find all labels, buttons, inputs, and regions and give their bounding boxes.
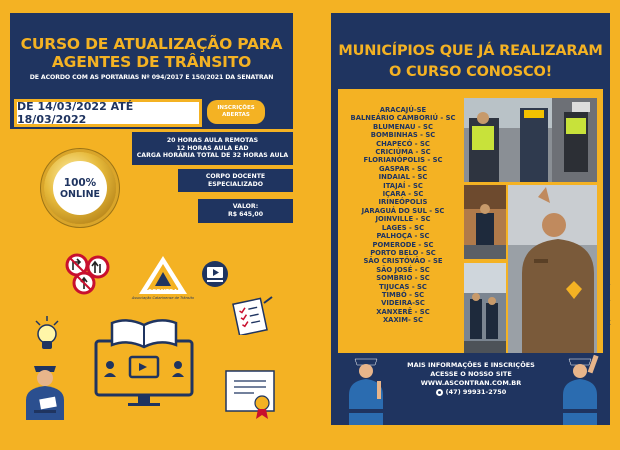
city-item: PORTO BELO - SC <box>370 248 436 257</box>
city-item: JOINVILLE - SC <box>375 215 431 224</box>
price-box <box>198 199 293 223</box>
phone-row[interactable] <box>436 388 507 397</box>
contact-block <box>401 361 541 399</box>
city-item: PALHOÇA - SC <box>376 232 430 241</box>
city-list <box>338 106 468 325</box>
municipios-title-line2: O CURSO CONOSCO! <box>388 64 553 80</box>
city-item: GASPAR - SC <box>378 164 428 173</box>
city-item: POMERODE - SC <box>372 240 434 249</box>
city-item: ARACAJÚ-SE <box>379 106 427 114</box>
city-item: LAGES - SC <box>381 223 425 232</box>
city-item: BOMBINHAS - SC <box>370 131 436 140</box>
photo-officer-crossing <box>464 185 506 259</box>
officer-right-illustration <box>553 351 607 425</box>
seal-text: ONLINE <box>59 188 101 200</box>
docente-line1: CORPO DOCENTE <box>205 172 266 180</box>
city-item: TIMBÓ - SC <box>381 290 425 299</box>
municipios-title <box>331 41 610 83</box>
photo-agents-street <box>464 98 597 182</box>
logo-tagline: Associação Catarinense de Trânsito <box>131 296 195 300</box>
photo-officer-portrait <box>508 185 597 353</box>
website-link[interactable]: WWW.ASCONTRAN.COM.BR <box>420 379 522 387</box>
video-play-icon <box>200 259 230 289</box>
certificate-icon <box>222 365 280 421</box>
photo-credit: (C) · ALFUDEL/PIXABAY/ADOBE STOCK <box>607 258 611 325</box>
city-item: JARAGUÁ DO SUL - SC <box>361 206 445 215</box>
city-item: IRINEÓPOLIS <box>378 198 428 207</box>
city-item: INDAIAL - SC <box>378 173 428 182</box>
course-title-line1: CURSO DE ATUALIZAÇÃO PARA <box>20 35 283 53</box>
footer-line2: ACESSE O NOSSO SITE <box>430 370 512 378</box>
city-item: VIDEIRA-SC <box>381 299 425 308</box>
municipios-body <box>338 89 603 353</box>
elearning-monitor-icon <box>92 313 196 409</box>
date-banner <box>14 99 202 127</box>
logo-name: ASCONTRAN <box>143 289 183 295</box>
officer-left-illustration <box>341 353 391 425</box>
course-title-line2: AGENTES DE TRÂNSITO <box>51 53 252 71</box>
docente-line2: ESPECIALIZADO <box>208 180 263 188</box>
city-item: SÃO CRISTÓVÃO - SE <box>363 257 443 266</box>
right-flyer-panel <box>331 13 610 425</box>
traffic-officer-illustration <box>20 358 70 425</box>
hours-line2: 12 HORAS AULA EAD <box>176 144 249 152</box>
city-item: XANXERÊ - SC <box>376 307 430 316</box>
city-item: TIJUCAS - SC <box>379 282 427 291</box>
checklist-icon <box>230 295 274 335</box>
city-item: XAXIM- SC <box>382 316 424 325</box>
city-item: SOMBRIO - SC <box>376 274 430 283</box>
city-item: CHAPECÓ - SC <box>376 139 430 148</box>
city-item: BLUMENAU - SC <box>373 122 433 131</box>
photo-traffic-operation <box>464 263 506 353</box>
lightbulb-icon <box>32 315 62 353</box>
city-item: ITAJAÍ - SC <box>383 181 423 190</box>
date-text: DE 14/03/2022 ATÉ 18/03/2022 <box>17 102 199 124</box>
phone-number: (47) 99931-2750 <box>445 388 507 396</box>
seal-percent: 100% <box>63 176 97 189</box>
whatsapp-icon <box>436 389 443 396</box>
price-label: VALOR: <box>232 203 259 210</box>
inscricoes-line1: INSCRIÇÕES <box>217 105 255 111</box>
city-item: IÇARA - SC <box>382 190 424 199</box>
online-seal <box>44 152 116 224</box>
left-flyer-panel <box>10 13 293 425</box>
traffic-signs-icon <box>62 251 112 295</box>
price-value: R$ 645,00 <box>227 211 264 218</box>
city-item: FLORIANÓPOLIS - SC <box>363 156 443 165</box>
inscricoes-badge[interactable] <box>207 100 265 124</box>
city-item: CRICIÚMA - SC <box>375 148 431 157</box>
inscricoes-line2: ABERTAS <box>222 112 250 118</box>
municipios-title-line1: MUNICÍPIOS QUE JÁ REALIZARAM <box>338 43 603 59</box>
hours-line3: CARGA HORÁRIA TOTAL DE 32 HORAS AULA <box>136 152 289 160</box>
course-title <box>10 35 293 71</box>
hours-line1: 20 HORAS AULA REMOTAS <box>166 137 259 145</box>
footer-line1: MAIS INFORMAÇÕES E INSCRIÇÕES <box>407 361 535 369</box>
city-item: SÃO JOSÉ - SC <box>376 265 430 274</box>
city-item: BALNEÁRIO CAMBORIÚ - SC <box>350 114 456 123</box>
hours-box <box>132 132 293 165</box>
docente-box <box>178 169 293 192</box>
course-subtitle: DE ACORDO COM AS PORTARIAS Nº 094/2017 E 150/2021 DA SENATRAN <box>29 74 274 81</box>
